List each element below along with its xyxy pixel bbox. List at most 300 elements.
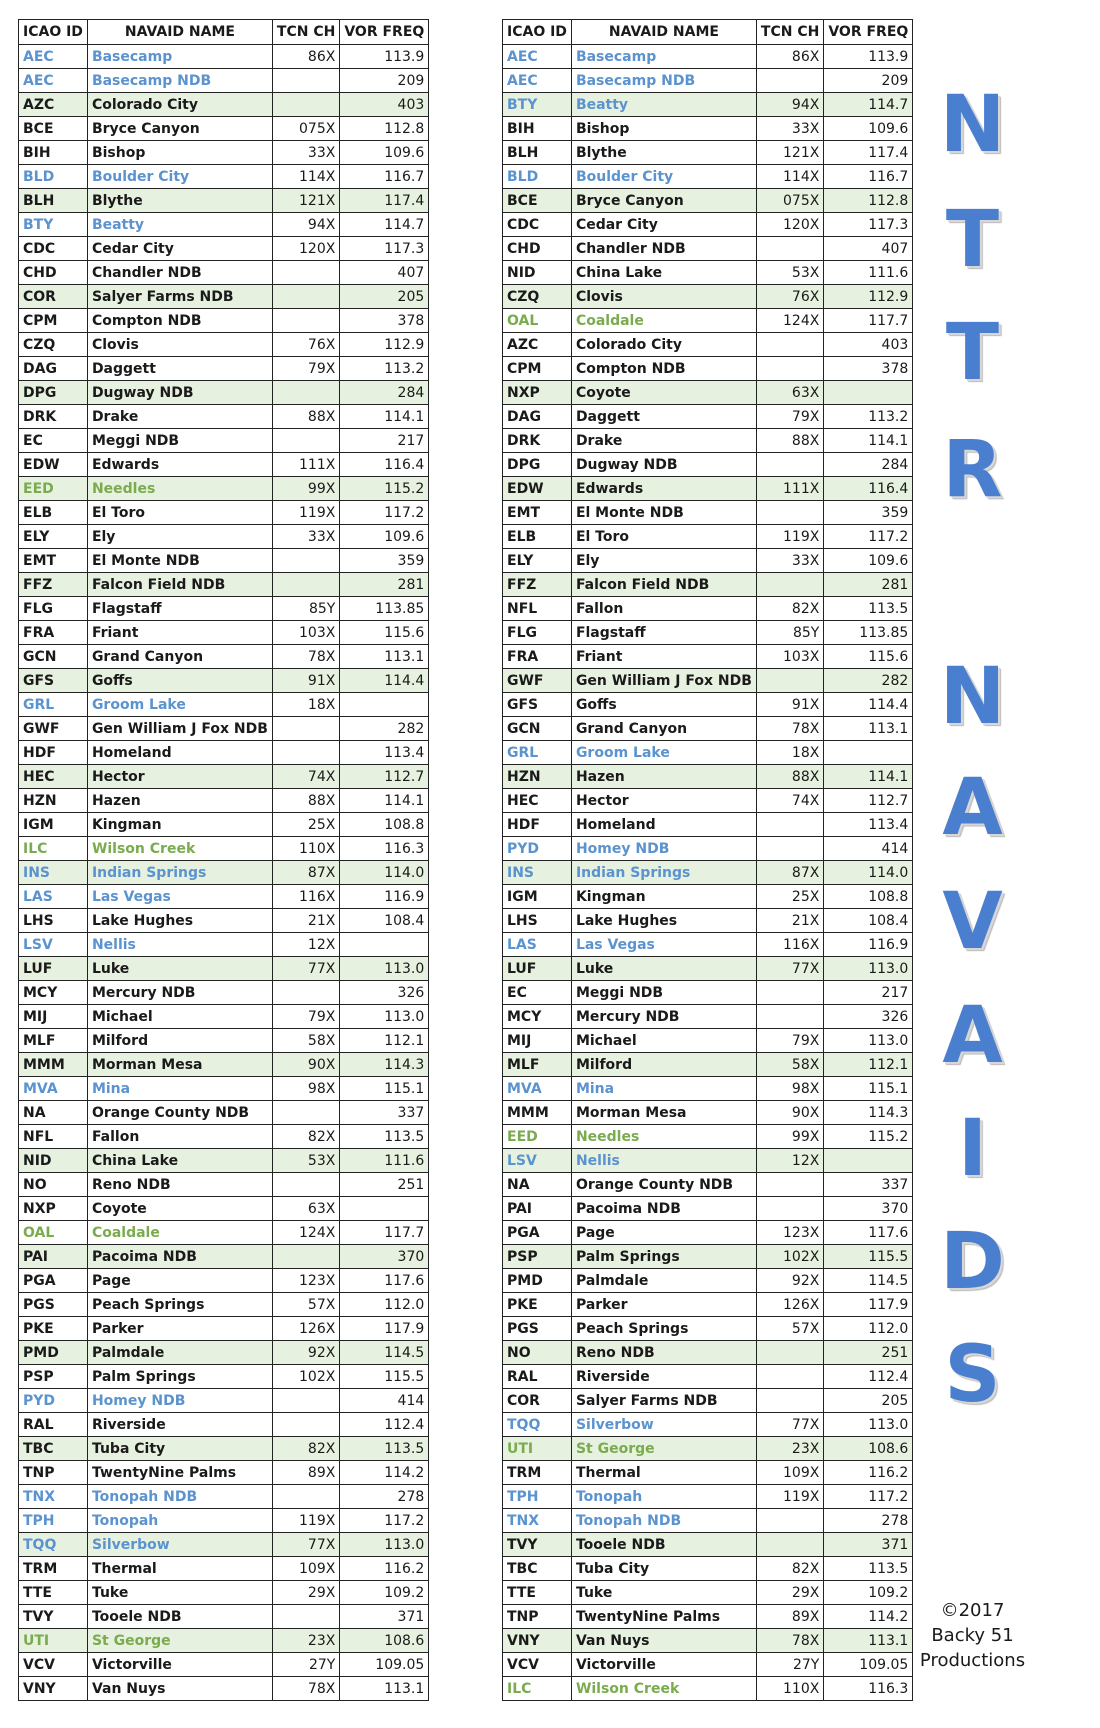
navaid-name-cell: El Monte NDB xyxy=(571,501,756,525)
navaid-name-cell: Ely xyxy=(571,549,756,573)
tcn-ch-cell: 120X xyxy=(272,237,339,261)
table-row xyxy=(19,1461,429,1485)
icao-id-cell: EMT xyxy=(19,549,88,573)
icao-id-cell: TPH xyxy=(503,1485,572,1509)
tcn-ch-cell xyxy=(756,1533,823,1557)
vor-freq-cell: 109.6 xyxy=(340,525,429,549)
table-row xyxy=(19,597,429,621)
table-row xyxy=(19,501,429,525)
table-row xyxy=(503,309,913,333)
table-row xyxy=(19,645,429,669)
icao-id-cell: BLD xyxy=(503,165,572,189)
tcn-ch-cell: 78X xyxy=(272,645,339,669)
icao-id-cell: NO xyxy=(19,1173,88,1197)
navaid-name-cell: Mercury NDB xyxy=(87,981,272,1005)
vor-freq-cell: 108.8 xyxy=(824,885,913,909)
icao-id-cell: TBC xyxy=(503,1557,572,1581)
vor-freq-cell: 111.6 xyxy=(824,261,913,285)
tcn-ch-cell: 33X xyxy=(272,141,339,165)
navaid-name-cell: Thermal xyxy=(571,1461,756,1485)
tcn-ch-cell xyxy=(272,1485,339,1509)
navaid-name-cell: Basecamp xyxy=(571,45,756,69)
vor-freq-cell: 407 xyxy=(340,261,429,285)
vor-freq-cell: 114.2 xyxy=(340,1461,429,1485)
table-row xyxy=(19,861,429,885)
navaid-name-cell: Bishop xyxy=(87,141,272,165)
icao-id-cell: CZQ xyxy=(19,333,88,357)
header-icao-id: ICAO ID xyxy=(503,20,572,45)
navaid-name-cell: Daggett xyxy=(571,405,756,429)
icao-id-cell: TBC xyxy=(19,1437,88,1461)
table-row xyxy=(503,1581,913,1605)
tcn-ch-cell xyxy=(272,1173,339,1197)
tcn-ch-cell xyxy=(272,261,339,285)
table-row xyxy=(19,1413,429,1437)
icao-id-cell: ILC xyxy=(503,1677,572,1701)
tcn-ch-cell xyxy=(756,1365,823,1389)
navaid-name-cell: Nellis xyxy=(87,933,272,957)
table-row xyxy=(19,765,429,789)
table-row xyxy=(503,1293,913,1317)
table-row xyxy=(19,1077,429,1101)
navaid-name-cell: TwentyNine Palms xyxy=(571,1605,756,1629)
table-row xyxy=(19,69,429,93)
table-row xyxy=(503,453,913,477)
tcn-ch-cell: 075X xyxy=(756,189,823,213)
icao-id-cell: DAG xyxy=(503,405,572,429)
icao-id-cell: VCV xyxy=(503,1653,572,1677)
table-row xyxy=(503,1221,913,1245)
tcn-ch-cell: 91X xyxy=(756,693,823,717)
table-row xyxy=(503,549,913,573)
navaid-name-cell: Silverbow xyxy=(571,1413,756,1437)
vor-freq-cell: 112.1 xyxy=(340,1029,429,1053)
table-row xyxy=(19,453,429,477)
navaid-name-cell: Indian Springs xyxy=(571,861,756,885)
vor-freq-cell: 108.6 xyxy=(340,1629,429,1653)
vor-freq-cell: 114.1 xyxy=(824,765,913,789)
vor-freq-cell: 117.2 xyxy=(340,1509,429,1533)
table-row xyxy=(503,885,913,909)
table-row xyxy=(503,693,913,717)
table-row xyxy=(19,717,429,741)
table-row xyxy=(503,1077,913,1101)
navaid-name-cell: Palmdale xyxy=(87,1341,272,1365)
vor-freq-cell: 114.4 xyxy=(824,693,913,717)
tcn-ch-cell: 76X xyxy=(756,285,823,309)
tcn-ch-cell: 90X xyxy=(756,1101,823,1125)
icao-id-cell: FFZ xyxy=(503,573,572,597)
vor-freq-cell: 326 xyxy=(824,1005,913,1029)
vor-freq-cell: 359 xyxy=(824,501,913,525)
vor-freq-cell: 113.0 xyxy=(824,1029,913,1053)
icao-id-cell: DRK xyxy=(19,405,88,429)
tcn-ch-cell xyxy=(272,573,339,597)
vor-freq-cell xyxy=(340,693,429,717)
vor-freq-cell: 117.3 xyxy=(824,213,913,237)
vor-freq-cell: 113.2 xyxy=(340,357,429,381)
navaid-name-cell: Clovis xyxy=(87,333,272,357)
navaid-name-cell: Van Nuys xyxy=(571,1629,756,1653)
navaid-name-cell: Peach Springs xyxy=(87,1293,272,1317)
tcn-ch-cell: 76X xyxy=(272,333,339,357)
tcn-ch-cell: 94X xyxy=(756,93,823,117)
tcn-ch-cell: 92X xyxy=(756,1269,823,1293)
icao-id-cell: AEC xyxy=(19,45,88,69)
table-row xyxy=(19,261,429,285)
tcn-ch-cell xyxy=(756,1341,823,1365)
tcn-ch-cell: 77X xyxy=(756,1413,823,1437)
navaid-name-cell: Michael xyxy=(87,1005,272,1029)
icao-id-cell: PYD xyxy=(19,1389,88,1413)
tcn-ch-cell: 21X xyxy=(756,909,823,933)
vor-freq-cell: 108.6 xyxy=(824,1437,913,1461)
icao-id-cell: TRM xyxy=(503,1461,572,1485)
vor-freq-cell: 113.1 xyxy=(824,717,913,741)
vor-freq-cell: 109.6 xyxy=(340,141,429,165)
icao-id-cell: BTY xyxy=(503,93,572,117)
vor-freq-cell: 112.7 xyxy=(340,765,429,789)
tcn-ch-cell xyxy=(272,1389,339,1413)
table-row xyxy=(503,1485,913,1509)
tcn-ch-cell: 82X xyxy=(756,1557,823,1581)
navaid-name-cell: Ely xyxy=(87,525,272,549)
icao-id-cell: MVA xyxy=(19,1077,88,1101)
vor-freq-cell: 378 xyxy=(824,357,913,381)
table-row xyxy=(503,189,913,213)
table-row xyxy=(503,1605,913,1629)
navaid-name-cell: Bishop xyxy=(571,117,756,141)
icao-id-cell: FRA xyxy=(19,621,88,645)
icao-id-cell: LAS xyxy=(503,933,572,957)
tcn-ch-cell: 99X xyxy=(756,1125,823,1149)
icao-id-cell: FLG xyxy=(19,597,88,621)
table-row xyxy=(503,381,913,405)
icao-id-cell: PMD xyxy=(503,1269,572,1293)
icao-id-cell: LSV xyxy=(503,1149,572,1173)
icao-id-cell: ELB xyxy=(19,501,88,525)
icao-id-cell: BTY xyxy=(19,213,88,237)
icao-id-cell: ELY xyxy=(503,549,572,573)
navaid-name-cell: El Toro xyxy=(571,525,756,549)
vor-freq-cell: 116.9 xyxy=(824,933,913,957)
vor-freq-cell: 113.5 xyxy=(824,1557,913,1581)
icao-id-cell: PSP xyxy=(19,1365,88,1389)
vor-freq-cell: 284 xyxy=(824,453,913,477)
tcn-ch-cell: 116X xyxy=(272,885,339,909)
tcn-ch-cell: 110X xyxy=(272,837,339,861)
icao-id-cell: OAL xyxy=(503,309,572,333)
navaid-name-cell: Hazen xyxy=(571,765,756,789)
icao-id-cell: HEC xyxy=(19,765,88,789)
tcn-ch-cell: 98X xyxy=(272,1077,339,1101)
navaid-name-cell: Kingman xyxy=(87,813,272,837)
icao-id-cell: TRM xyxy=(19,1557,88,1581)
table-row xyxy=(19,1101,429,1125)
table-row xyxy=(19,1533,429,1557)
tcn-ch-cell: 27Y xyxy=(272,1653,339,1677)
navaid-name-cell: El Toro xyxy=(87,501,272,525)
icao-id-cell: INS xyxy=(19,861,88,885)
vor-freq-cell: 113.9 xyxy=(824,45,913,69)
table-row xyxy=(503,1653,913,1677)
vor-freq-cell: 115.6 xyxy=(340,621,429,645)
tcn-ch-cell: 33X xyxy=(756,117,823,141)
vor-freq-cell: 113.85 xyxy=(824,621,913,645)
icao-id-cell: BCE xyxy=(503,189,572,213)
vor-freq-cell: 116.4 xyxy=(340,453,429,477)
icao-id-cell: DPG xyxy=(19,381,88,405)
navaid-name-cell: China Lake xyxy=(571,261,756,285)
vor-freq-cell: 205 xyxy=(340,285,429,309)
vor-freq-cell: 117.2 xyxy=(824,525,913,549)
navaid-name-cell: Las Vegas xyxy=(571,933,756,957)
table-row xyxy=(19,357,429,381)
icao-id-cell: AZC xyxy=(19,93,88,117)
vor-freq-cell xyxy=(340,933,429,957)
vor-freq-cell: 112.1 xyxy=(824,1053,913,1077)
table-row xyxy=(503,1197,913,1221)
navaid-name-cell: Basecamp xyxy=(87,45,272,69)
table-row xyxy=(19,1173,429,1197)
navaid-name-cell: Palm Springs xyxy=(571,1245,756,1269)
header-icao-id: ICAO ID xyxy=(19,20,88,45)
navaid-name-cell: Las Vegas xyxy=(87,885,272,909)
vor-freq-cell: 112.8 xyxy=(824,189,913,213)
table-row xyxy=(19,1245,429,1269)
tcn-ch-cell xyxy=(756,573,823,597)
vor-freq-cell: 113.85 xyxy=(340,597,429,621)
vor-freq-cell: 113.0 xyxy=(824,957,913,981)
tcn-ch-cell: 57X xyxy=(272,1293,339,1317)
tcn-ch-cell xyxy=(756,669,823,693)
tcn-ch-cell: 53X xyxy=(272,1149,339,1173)
icao-id-cell: ILC xyxy=(19,837,88,861)
vor-freq-cell: 116.3 xyxy=(340,837,429,861)
navaid-name-cell: Lake Hughes xyxy=(571,909,756,933)
navaid-name-cell: Fallon xyxy=(87,1125,272,1149)
navaid-name-cell: Needles xyxy=(87,477,272,501)
tcn-ch-cell xyxy=(756,981,823,1005)
navaid-name-cell: Van Nuys xyxy=(87,1677,272,1701)
vor-freq-cell: 114.3 xyxy=(340,1053,429,1077)
table-row xyxy=(19,45,429,69)
tcn-ch-cell: 63X xyxy=(756,381,823,405)
navaid-name-cell: Mercury NDB xyxy=(571,1005,756,1029)
vor-freq-cell: 117.6 xyxy=(340,1269,429,1293)
icao-id-cell: TTE xyxy=(19,1581,88,1605)
icao-id-cell: NFL xyxy=(19,1125,88,1149)
tcn-ch-cell xyxy=(272,1605,339,1629)
vor-freq-cell: 117.9 xyxy=(340,1317,429,1341)
navaid-name-cell: Hector xyxy=(571,789,756,813)
table-row xyxy=(503,69,913,93)
navaid-name-cell: Homeland xyxy=(87,741,272,765)
vor-freq-cell: 117.7 xyxy=(340,1221,429,1245)
table-row xyxy=(19,189,429,213)
tcn-ch-cell: 27Y xyxy=(756,1653,823,1677)
vor-freq-cell: 205 xyxy=(824,1389,913,1413)
tcn-ch-cell xyxy=(756,1509,823,1533)
table-row xyxy=(19,1293,429,1317)
table-row xyxy=(503,525,913,549)
icao-id-cell: HDF xyxy=(503,813,572,837)
tcn-ch-cell xyxy=(756,333,823,357)
navaid-name-cell: Clovis xyxy=(571,285,756,309)
tcn-ch-cell xyxy=(756,501,823,525)
navaid-name-cell: Tonopah xyxy=(571,1485,756,1509)
navaid-name-cell: Chandler NDB xyxy=(87,261,272,285)
table-row xyxy=(19,237,429,261)
navaid-name-cell: Coaldale xyxy=(87,1221,272,1245)
table-row xyxy=(19,285,429,309)
navaid-name-cell: Indian Springs xyxy=(87,861,272,885)
navaid-name-cell: El Monte NDB xyxy=(87,549,272,573)
icao-id-cell: BLH xyxy=(19,189,88,213)
vor-freq-cell: 284 xyxy=(340,381,429,405)
icao-id-cell: BCE xyxy=(19,117,88,141)
icao-id-cell: MLF xyxy=(503,1053,572,1077)
navaid-name-cell: Orange County NDB xyxy=(87,1101,272,1125)
tcn-ch-cell: 25X xyxy=(272,813,339,837)
icao-id-cell: PYD xyxy=(503,837,572,861)
tcn-ch-cell: 119X xyxy=(272,1509,339,1533)
navaid-name-cell: Friant xyxy=(571,645,756,669)
table-row xyxy=(503,861,913,885)
table-row xyxy=(503,429,913,453)
table-row xyxy=(503,1437,913,1461)
navaid-name-cell: Dugway NDB xyxy=(87,381,272,405)
table-row xyxy=(19,141,429,165)
vor-freq-cell: 115.2 xyxy=(340,477,429,501)
table-row xyxy=(503,1149,913,1173)
icao-id-cell: NO xyxy=(503,1341,572,1365)
navaid-name-cell: Tonopah xyxy=(87,1509,272,1533)
table-row xyxy=(503,237,913,261)
icao-id-cell: RAL xyxy=(19,1413,88,1437)
table-row xyxy=(19,1629,429,1653)
navaid-name-cell: Salyer Farms NDB xyxy=(571,1389,756,1413)
navaid-name-cell: TwentyNine Palms xyxy=(87,1461,272,1485)
tcn-ch-cell xyxy=(272,381,339,405)
table-row xyxy=(503,621,913,645)
navaid-name-cell: Cedar City xyxy=(87,237,272,261)
navaid-name-cell: Tonopah NDB xyxy=(571,1509,756,1533)
icao-id-cell: LUF xyxy=(503,957,572,981)
vor-freq-cell: 114.1 xyxy=(340,789,429,813)
icao-id-cell: TVY xyxy=(19,1605,88,1629)
table-row xyxy=(503,1269,913,1293)
navaid-name-cell: Compton NDB xyxy=(571,357,756,381)
icao-id-cell: UTI xyxy=(19,1629,88,1653)
icao-id-cell: OAL xyxy=(19,1221,88,1245)
tcn-ch-cell: 29X xyxy=(756,1581,823,1605)
icao-id-cell: AEC xyxy=(19,69,88,93)
table-row xyxy=(503,645,913,669)
vor-freq-cell: 113.5 xyxy=(340,1437,429,1461)
vor-freq-cell: 217 xyxy=(340,429,429,453)
table-row xyxy=(19,1053,429,1077)
icao-id-cell: GFS xyxy=(503,693,572,717)
navaid-name-cell: Gen William J Fox NDB xyxy=(87,717,272,741)
icao-id-cell: PAI xyxy=(503,1197,572,1221)
table-row xyxy=(503,1101,913,1125)
vor-freq-cell: 111.6 xyxy=(340,1149,429,1173)
icao-id-cell: NFL xyxy=(503,597,572,621)
tcn-ch-cell: 25X xyxy=(756,885,823,909)
vor-freq-cell: 117.4 xyxy=(340,189,429,213)
vor-freq-cell: 114.7 xyxy=(824,93,913,117)
navaid-name-cell: Coyote xyxy=(571,381,756,405)
table-row xyxy=(503,165,913,189)
copyright-credit xyxy=(905,1598,1040,1673)
table-row xyxy=(19,1677,429,1701)
vor-freq-cell: 108.4 xyxy=(824,909,913,933)
navaid-name-cell: Meggi NDB xyxy=(87,429,272,453)
navaid-name-cell: Wilson Creek xyxy=(87,837,272,861)
navaid-name-cell: China Lake xyxy=(87,1149,272,1173)
icao-id-cell: PGA xyxy=(19,1269,88,1293)
icao-id-cell: MCY xyxy=(503,1005,572,1029)
navaid-name-cell: Tonopah NDB xyxy=(87,1485,272,1509)
icao-id-cell: RAL xyxy=(503,1365,572,1389)
icao-id-cell: DAG xyxy=(19,357,88,381)
vor-freq-cell: 114.0 xyxy=(340,861,429,885)
vor-freq-cell: 114.1 xyxy=(340,405,429,429)
vor-freq-cell: 117.4 xyxy=(824,141,913,165)
icao-id-cell: PKE xyxy=(503,1293,572,1317)
table-row xyxy=(503,1677,913,1701)
tcn-ch-cell xyxy=(756,1005,823,1029)
tcn-ch-cell xyxy=(272,429,339,453)
navaid-name-cell: Peach Springs xyxy=(571,1317,756,1341)
tcn-ch-cell: 12X xyxy=(756,1149,823,1173)
title-letter: N xyxy=(939,652,1006,742)
table-row xyxy=(19,693,429,717)
table-row xyxy=(19,549,429,573)
title-letter: A xyxy=(942,763,1003,853)
table-row xyxy=(503,213,913,237)
vor-freq-cell: 112.4 xyxy=(824,1365,913,1389)
icao-id-cell: INS xyxy=(503,861,572,885)
icao-id-cell: GWF xyxy=(19,717,88,741)
tcn-ch-cell: 57X xyxy=(756,1317,823,1341)
navaid-name-cell: Edwards xyxy=(571,477,756,501)
navaid-name-cell: Morman Mesa xyxy=(87,1053,272,1077)
tcn-ch-cell: 12X xyxy=(272,933,339,957)
table-row xyxy=(19,1437,429,1461)
tcn-ch-cell: 88X xyxy=(756,429,823,453)
vor-freq-cell: 371 xyxy=(824,1533,913,1557)
table-row xyxy=(19,213,429,237)
icao-id-cell: CPM xyxy=(503,357,572,381)
title-letter: N xyxy=(939,80,1006,170)
tcn-ch-cell: 79X xyxy=(756,405,823,429)
navaid-name-cell: Milford xyxy=(87,1029,272,1053)
navaid-name-cell: Milford xyxy=(571,1053,756,1077)
navaid-name-cell: Homey NDB xyxy=(571,837,756,861)
table-row xyxy=(503,1461,913,1485)
vor-freq-cell: 113.5 xyxy=(824,597,913,621)
tcn-ch-cell xyxy=(756,1197,823,1221)
icao-id-cell: COR xyxy=(503,1389,572,1413)
vor-freq-cell: 115.5 xyxy=(340,1365,429,1389)
navaid-name-cell: Parker xyxy=(87,1317,272,1341)
table-row xyxy=(503,1173,913,1197)
navaid-name-cell: Groom Lake xyxy=(87,693,272,717)
tcn-ch-cell: 53X xyxy=(756,261,823,285)
tcn-ch-cell: 23X xyxy=(756,1437,823,1461)
